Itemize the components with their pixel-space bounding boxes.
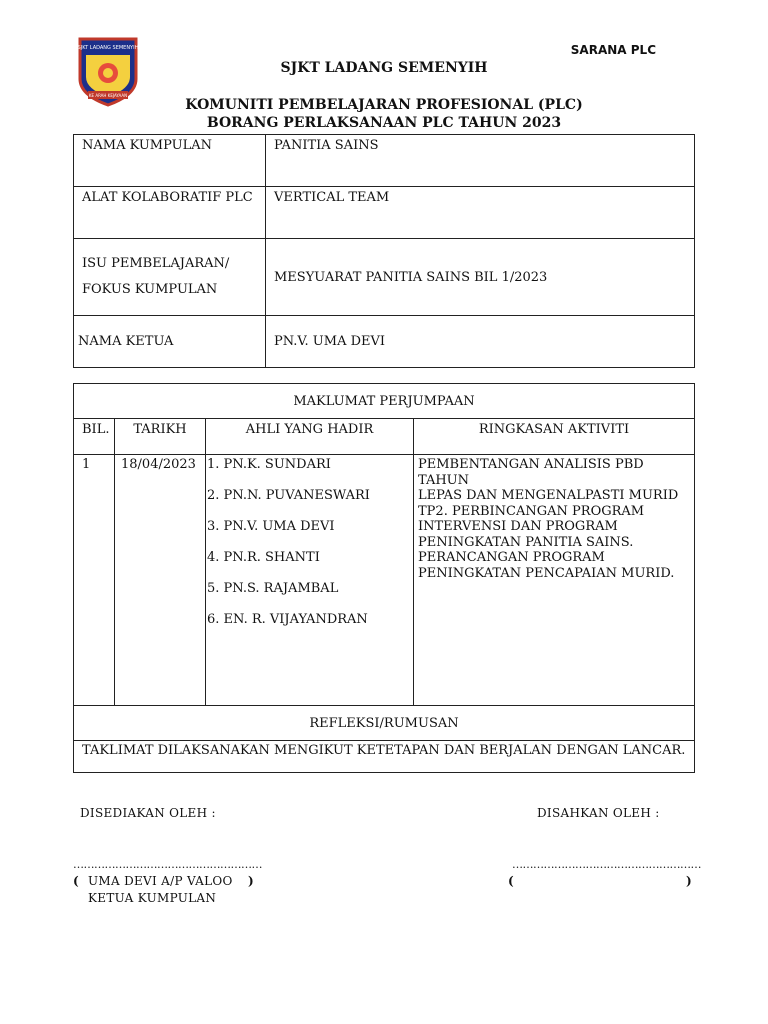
members-list [207, 457, 409, 643]
logo-arc-text: SJKT LADANG SEMENYIH [77, 45, 139, 51]
preparer-role: KETUA KUMPULAN [88, 891, 217, 905]
learning-issue-label [74, 239, 266, 316]
meeting-table [73, 383, 695, 773]
info-table [73, 134, 695, 368]
member-item: 6. EN. R. VIJAYANDRAN [207, 612, 368, 627]
leader-name-label: NAMA KETUA [74, 316, 266, 368]
col-activity: RINGKASAN AKTIVITI [414, 419, 695, 455]
school-name: SJKT LADANG SEMENYIH [280, 60, 488, 76]
learning-issue-value: MESYUARAT PANITIA SAINS BIL 1/2023 [266, 239, 695, 316]
collab-tool-value: VERTICAL TEAM [266, 187, 695, 239]
meeting-section-title: MAKLUMAT PERJUMPAAN [74, 384, 695, 419]
member-item: 3. PN.V. UMA DEVI [207, 519, 335, 534]
col-date: TARIKH [115, 419, 206, 455]
learning-issue-label-line2: FOKUS KUMPULAN [82, 282, 218, 297]
activity-line: PERANCANGAN PROGRAM [418, 550, 605, 565]
reflection-text: TAKLIMAT DILAKSANAKAN MENGIKUT KETETAPAN DAN BERJALAN DENGAN LANCAR. [74, 741, 695, 773]
logo-banner-text: KE ARAH KEJAYAAN [88, 93, 128, 98]
member-item: 1. PN.K. SUNDARI [207, 457, 331, 472]
signature-line-right: ……………………………………………… [512, 858, 701, 871]
col-bil: BIL. [74, 419, 115, 455]
activity-line: LEPAS DAN MENGENALPASTI MURID [418, 488, 679, 503]
group-name-value: PANITIA SAINS [266, 135, 695, 187]
prepared-by-label: DISEDIAKAN OLEH : [80, 806, 216, 820]
collab-tool-label: ALAT KOLABORATIF PLC [74, 187, 266, 239]
row-bil: 1 [74, 455, 115, 706]
row-date: 18/04/2023 [115, 455, 206, 706]
activity-line: PENINGKATAN PENCAPAIAN MURID. [418, 565, 675, 581]
right-open-paren: ( [508, 874, 514, 888]
learning-issue-label-line1: ISU PEMBELAJARAN/ [82, 256, 230, 271]
sarana-plc-tag: SARANA PLC [570, 43, 656, 57]
member-item: 2. PN.N. PUVANESWARI [207, 488, 370, 503]
member-item: 4. PN.R. SHANTI [207, 550, 320, 565]
form-title-1: KOMUNITI PEMBELAJARAN PROFESIONAL (PLC) [185, 97, 583, 113]
activity-line: TP2. PERBINCANGAN PROGRAM [418, 503, 645, 519]
left-open-paren: ( [73, 874, 79, 888]
left-close-paren: ) [248, 874, 254, 888]
col-members: AHLI YANG HADIR [206, 419, 414, 455]
leader-name-value: PN.V. UMA DEVI [266, 316, 695, 368]
activity-line: PEMBENTANGAN ANALISIS PBD TAHUN [418, 457, 644, 488]
reflection-title: REFLEKSI/RUMUSAN [74, 706, 695, 741]
signature-line-left: ……………………………………………… [73, 858, 262, 871]
activity-summary [414, 455, 695, 706]
member-item: 5. PN.S. RAJAMBAL [207, 581, 339, 596]
approved-by-label: DISAHKAN OLEH : [537, 806, 660, 820]
activity-line: PENINGKATAN PANITIA SAINS. [418, 534, 634, 550]
right-close-paren: ) [686, 874, 692, 888]
group-name-label: NAMA KUMPULAN [74, 135, 266, 187]
preparer-name: UMA DEVI A/P VALOO [88, 874, 233, 888]
members-cell [206, 455, 414, 706]
form-title-2: BORANG PERLAKSANAAN PLC TAHUN 2023 [206, 115, 562, 131]
activity-line: INTERVENSI DAN PROGRAM [418, 519, 618, 534]
